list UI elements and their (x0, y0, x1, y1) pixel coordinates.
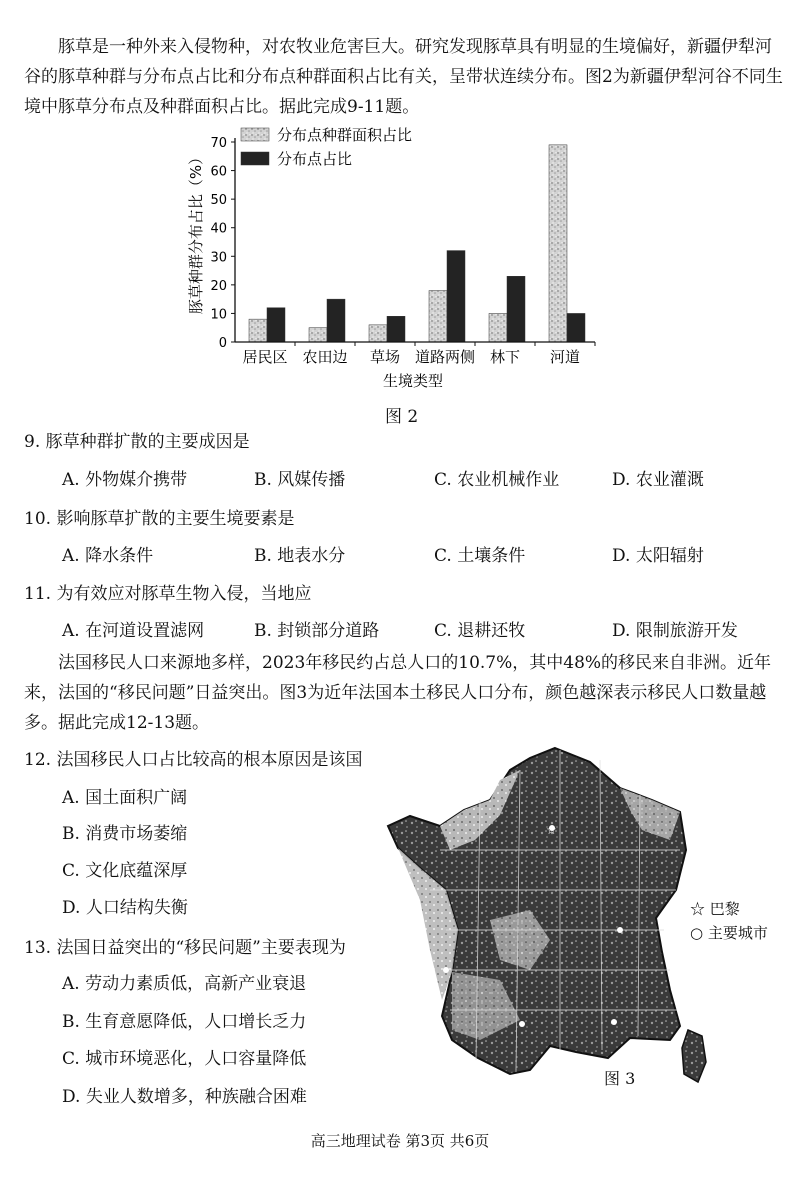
question-12: 12. 法国移民人口占比较高的根本原因是该国 (24, 750, 363, 770)
q13-option-d[interactable]: D. 失业人数增多，种族融合困难 (62, 1087, 307, 1107)
q11-option-d[interactable]: D. 限制旅游开发 (612, 621, 738, 641)
chart-legend (241, 126, 412, 168)
y-tick-label: 40 (210, 221, 227, 237)
city-marker (443, 967, 449, 973)
q11-option-a[interactable]: A. 在河道设置滤网 (62, 621, 205, 641)
x-tick-label: 农田边 (302, 348, 348, 366)
x-tick-label: 河道 (549, 348, 581, 366)
y-tick-label: 0 (218, 336, 227, 351)
q9-option-a[interactable]: A. 外物媒介携带 (62, 470, 188, 490)
city-marker (611, 1019, 617, 1025)
bar-area-1 (309, 328, 327, 342)
q9-option-d[interactable]: D. 农业灌溉 (612, 470, 704, 490)
corsica-shape (682, 1030, 706, 1082)
question-9: 9. 豚草种群扩散的主要成因是 (24, 432, 250, 452)
bar-points-1 (327, 299, 345, 342)
q10-option-a[interactable]: A. 降水条件 (62, 546, 154, 566)
y-tick-label: 20 (210, 278, 227, 294)
paris-marker (546, 823, 557, 837)
q9-option-c[interactable]: C. 农业机械作业 (434, 470, 560, 490)
star-icon: ☆ (690, 900, 706, 918)
chart-x-axis-label: 生境类型 (382, 372, 444, 390)
x-tick-label: 草场 (369, 348, 401, 366)
q9-option-b[interactable]: B. 风媒传播 (254, 470, 346, 490)
x-tick-label: 居民区 (242, 348, 288, 366)
city-marker (519, 1021, 525, 1027)
legend-swatch (241, 128, 269, 141)
y-tick-label: 10 (210, 307, 227, 323)
figure-2-caption: 图 2 (385, 407, 419, 427)
svg-text:☆: ☆ (546, 823, 557, 837)
q11-option-b[interactable]: B. 封锁部分道路 (254, 621, 380, 641)
q11-option-c[interactable]: C. 退耕还牧 (434, 621, 526, 641)
chart-x-axis (235, 342, 595, 366)
q13-option-b[interactable]: B. 生育意愿降低，人口增长乏力 (62, 1012, 307, 1032)
x-tick-label: 道路两侧 (414, 348, 476, 366)
x-tick-label: 林下 (489, 348, 521, 366)
y-tick-label: 30 (210, 250, 227, 266)
question-11-options (62, 619, 782, 643)
city-marker (617, 927, 623, 933)
question-13: 13. 法国日益突出的“移民问题”主要表现为 (24, 938, 346, 958)
bar-area-2 (369, 325, 387, 342)
q13-option-a[interactable]: A. 劳动力素质低，高新产业衰退 (62, 974, 307, 994)
intro-paragraph-2: 法国移民人口来源地多样，2023年移民约占总人口的10.7%，其中48%的移民来自非洲。近年来，法国的“移民问题”日益突出。图3为近年法国本土移民人口分布，颜色越深表示移民人口数量越多。据此完成12-13题。 (24, 653, 772, 733)
q10-option-d[interactable]: D. 太阳辐射 (612, 546, 704, 566)
chart-bars (249, 145, 585, 342)
legend-label: 分布点种群面积占比 (277, 126, 413, 144)
bar-area-5 (549, 145, 567, 342)
bar-points-3 (447, 251, 465, 342)
bar-chart-figure-2 (185, 122, 625, 392)
bar-area-3 (429, 291, 447, 342)
bar-points-2 (387, 316, 405, 342)
question-10-options (62, 544, 782, 568)
q13-option-c[interactable]: C. 城市环境恶化，人口容量降低 (62, 1049, 307, 1069)
legend-swatch (241, 152, 269, 165)
bar-points-4 (507, 276, 525, 342)
chart-y-axis-label: 豚草种群分布占比（%） (187, 149, 205, 315)
question-10: 10. 影响豚草扩散的主要生境要素是 (24, 509, 295, 529)
q12-option-b[interactable]: B. 消费市场萎缩 (62, 824, 188, 844)
chart-y-axis (210, 136, 235, 351)
question-9-options (62, 468, 782, 492)
q12-option-d[interactable]: D. 人口结构失衡 (62, 898, 188, 918)
bar-points-0 (267, 308, 285, 342)
page-footer: 高三地理试卷 第3页 共6页 (310, 1132, 490, 1150)
y-tick-label: 70 (210, 136, 227, 151)
bar-area-0 (249, 319, 267, 342)
france-immigrant-map (380, 740, 720, 1090)
legend-label: 分布点占比 (277, 150, 353, 168)
map-legend-paris: ☆ 巴黎 (690, 900, 740, 918)
bar-area-4 (489, 313, 507, 342)
y-tick-label: 60 (210, 164, 227, 180)
q10-option-b[interactable]: B. 地表水分 (254, 546, 346, 566)
figure-3-caption: 图 3 (604, 1069, 636, 1088)
y-tick-label: 50 (210, 193, 227, 209)
intro-paragraph-1: 豚草是一种外来入侵物种，对农牧业危害巨大。研究发现豚草具有明显的生境偏好，新疆伊犁河谷的豚草种群与分布点占比和分布点种群面积占比有关，呈带状连续分布。图2为新疆伊犁河谷不同生境中豚草分布点及种群面积占比。据此完成9-11题。 (24, 37, 783, 117)
q10-option-c[interactable]: C. 土壤条件 (434, 546, 526, 566)
question-11: 11. 为有效应对豚草生物入侵，当地应 (24, 584, 312, 604)
map-legend-city: ○ 主要城市 (690, 924, 768, 942)
circle-icon: ○ (690, 924, 704, 942)
q12-option-c[interactable]: C. 文化底蕴深厚 (62, 861, 188, 881)
city-marker (677, 1007, 683, 1013)
bar-points-5 (567, 313, 585, 342)
q12-option-a[interactable]: A. 国土面积广阔 (62, 788, 188, 808)
